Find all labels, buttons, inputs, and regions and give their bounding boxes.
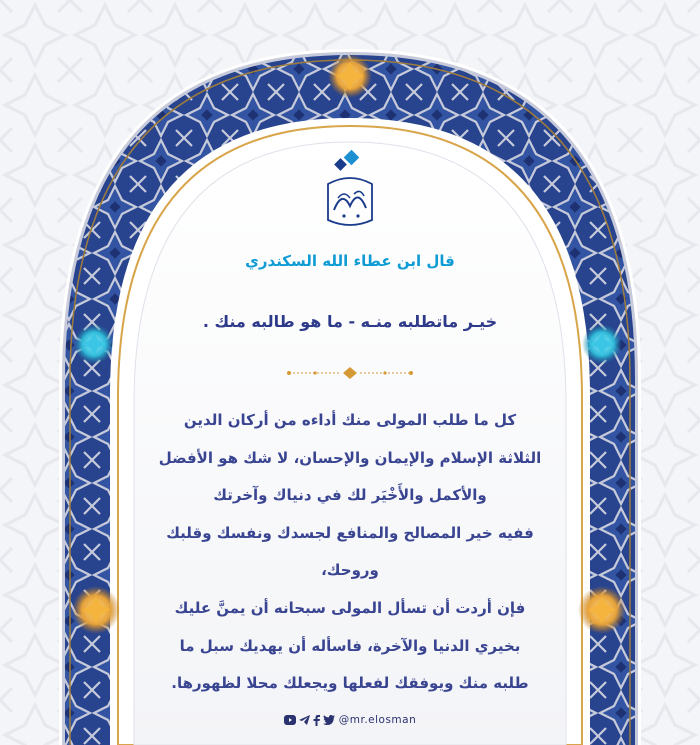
star-top bbox=[328, 54, 372, 98]
body-line: كل ما طلب المولى منك أداءه من أركان الدين bbox=[183, 411, 517, 429]
telegram-icon[interactable] bbox=[299, 715, 310, 725]
body-line: بخيري الدنيا والآخرة، فاسأله أن يهديك سبل ما bbox=[179, 636, 521, 655]
star-right-low bbox=[578, 586, 626, 634]
calligraphy-logo bbox=[310, 150, 390, 230]
body-line: وروحك، bbox=[321, 561, 379, 580]
body-line: فإن أردت أن تسأل المولى سبحانه أن يمنَّ عليك bbox=[174, 598, 526, 617]
ornament-divider bbox=[285, 366, 415, 380]
quote-line: خيـر ماتطلبه منـه - ما هو طالبه منك . bbox=[202, 312, 498, 331]
body-line: الثلاثة الإسلام والإيمان والإحسان، لا شك هو الأفضل bbox=[158, 448, 542, 467]
social-handle[interactable]: @mr.elosman bbox=[338, 714, 417, 726]
footer bbox=[250, 711, 450, 729]
twitter-icon[interactable] bbox=[323, 715, 335, 725]
body-text bbox=[118, 402, 582, 703]
star-right-mid bbox=[582, 324, 622, 364]
youtube-icon[interactable] bbox=[284, 715, 296, 725]
body-line: ففيه خير المصالح والمنافع لجسدك ونفسك وقلبك bbox=[166, 523, 534, 542]
star-left-low bbox=[72, 586, 120, 634]
author-line: قال ابن عطاء الله السكندري bbox=[245, 252, 455, 270]
facebook-icon[interactable] bbox=[313, 715, 320, 726]
star-left-mid bbox=[74, 324, 114, 364]
social-icons bbox=[284, 715, 335, 726]
body-line: والأكمل والأَخْيَر لك في دنياك وآخرتك bbox=[213, 486, 487, 505]
body-line: طلبه منك ويوفقك لفعلها ويجعلك محلا لظهورها. bbox=[171, 674, 529, 693]
